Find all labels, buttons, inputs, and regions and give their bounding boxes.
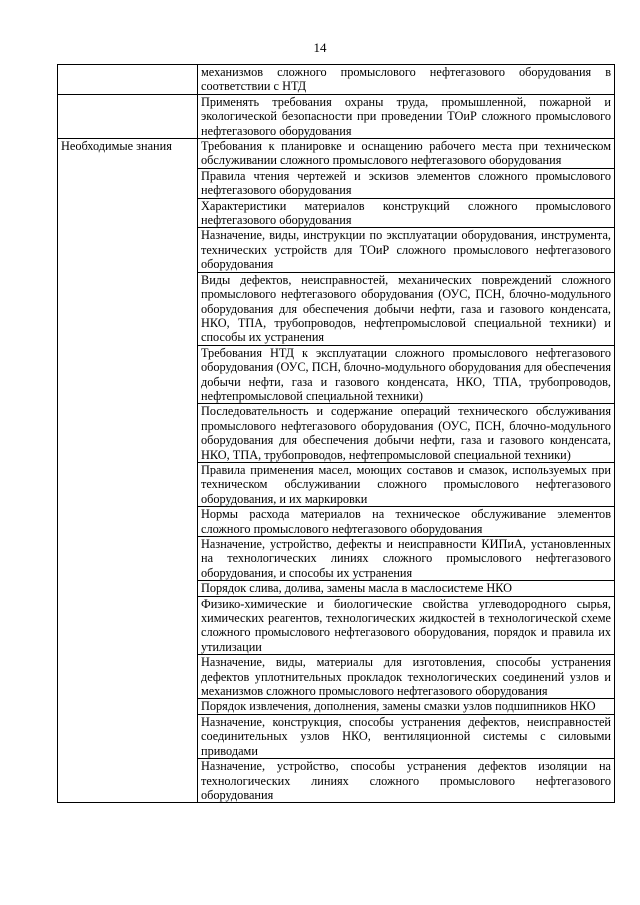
row-text: Порядок извлечения, дополнения, замены смазки узлов подшипников НКО (198, 699, 615, 714)
row-text: Последовательность и содержание операций технического обслуживания промыслового нефтегазового оборудования (ОУС, ПСН, блочно-модульного оборудования для обеспечения добычи нефти, газа и газового конденсата, НКО, ТПА, трубопроводов, нефтепромысловой специальной техники) (198, 404, 615, 463)
requirements-table-body (58, 65, 615, 803)
section-label-knowledge: Необходимые знания (58, 139, 198, 803)
row-text: Нормы расхода материалов на техническое обслуживание элементов сложного промыслового нефтегазового оборудования (198, 507, 615, 537)
row-text: механизмов сложного промыслового нефтегазового оборудования в соответствии с НТД (198, 65, 615, 95)
table-row (58, 139, 615, 169)
row-text: Назначение, виды, материалы для изготовления, способы устранения дефектов уплотнительных прокладок технологических соединений узлов и механизмов сложного промыслового нефтегазового оборудования (198, 655, 615, 699)
row-label (58, 65, 198, 95)
row-text: Правила применения масел, моющих составов и смазок, используемых при техническом обслуживании сложного промыслового нефтегазового оборудования, и их маркировки (198, 462, 615, 506)
row-text: Назначение, устройство, способы устранения дефектов изоляции на технологических линиях сложного промыслового нефтегазового оборудования (198, 759, 615, 803)
row-text: Виды дефектов, неисправностей, механических повреждений сложного промыслового нефтегазового оборудования (ОУС, ПСН, блочно-модульного оборудования для обеспечения добычи нефти, газа и газового конденсата, НКО, ТПА, трубопроводов, нефтепромысловой специальной техники) и способы их устранения (198, 272, 615, 345)
row-text: Характеристики материалов конструкций сложного промыслового нефтегазового оборудования (198, 198, 615, 228)
row-text: Правила чтения чертежей и эскизов элементов сложного промыслового нефтегазового оборудования (198, 168, 615, 198)
table-row (58, 65, 615, 95)
row-text: Применять требования охраны труда, промышленной, пожарной и экологической безопасности при проведении ТОиР сложного промыслового нефтегазового оборудования (198, 94, 615, 138)
row-text: Порядок слива, долива, замены масла в маслосистеме НКО (198, 581, 615, 596)
row-text: Требования к планировке и оснащению рабочего места при техническом обслуживании сложного промыслового нефтегазового оборудования (198, 139, 615, 169)
requirements-table (57, 64, 615, 803)
page-number: 14 (313, 40, 327, 55)
row-text: Назначение, устройство, дефекты и неисправности КИПиА, установленных на технологических линиях сложного промыслового нефтегазового оборудования, и способы их устранения (198, 537, 615, 581)
row-label (58, 94, 198, 138)
row-text: Назначение, виды, инструкции по эксплуатации оборудования, инструмента, технических устройств для ТОиР сложного промыслового нефтегазового оборудования (198, 228, 615, 272)
row-text: Назначение, конструкция, способы устранения дефектов, неисправностей соединительных узлов НКО, вентиляционной системы с силовыми приводами (198, 714, 615, 758)
table-row (58, 94, 615, 138)
row-text: Физико-химические и биологические свойства углеводородного сырья, химических реагентов, технологических жидкостей в технологической схеме сложного промыслового нефтегазового оборудования, порядок и правила их утилизации (198, 596, 615, 655)
row-text: Требования НТД к эксплуатации сложного промыслового нефтегазового оборудования (ОУС, ПСН, блочно-модульного оборудования для обеспечения добычи нефти, газа и газового конденсата, НКО, ТПА, трубопроводов, нефтепромысловой специальной техники) (198, 345, 615, 404)
